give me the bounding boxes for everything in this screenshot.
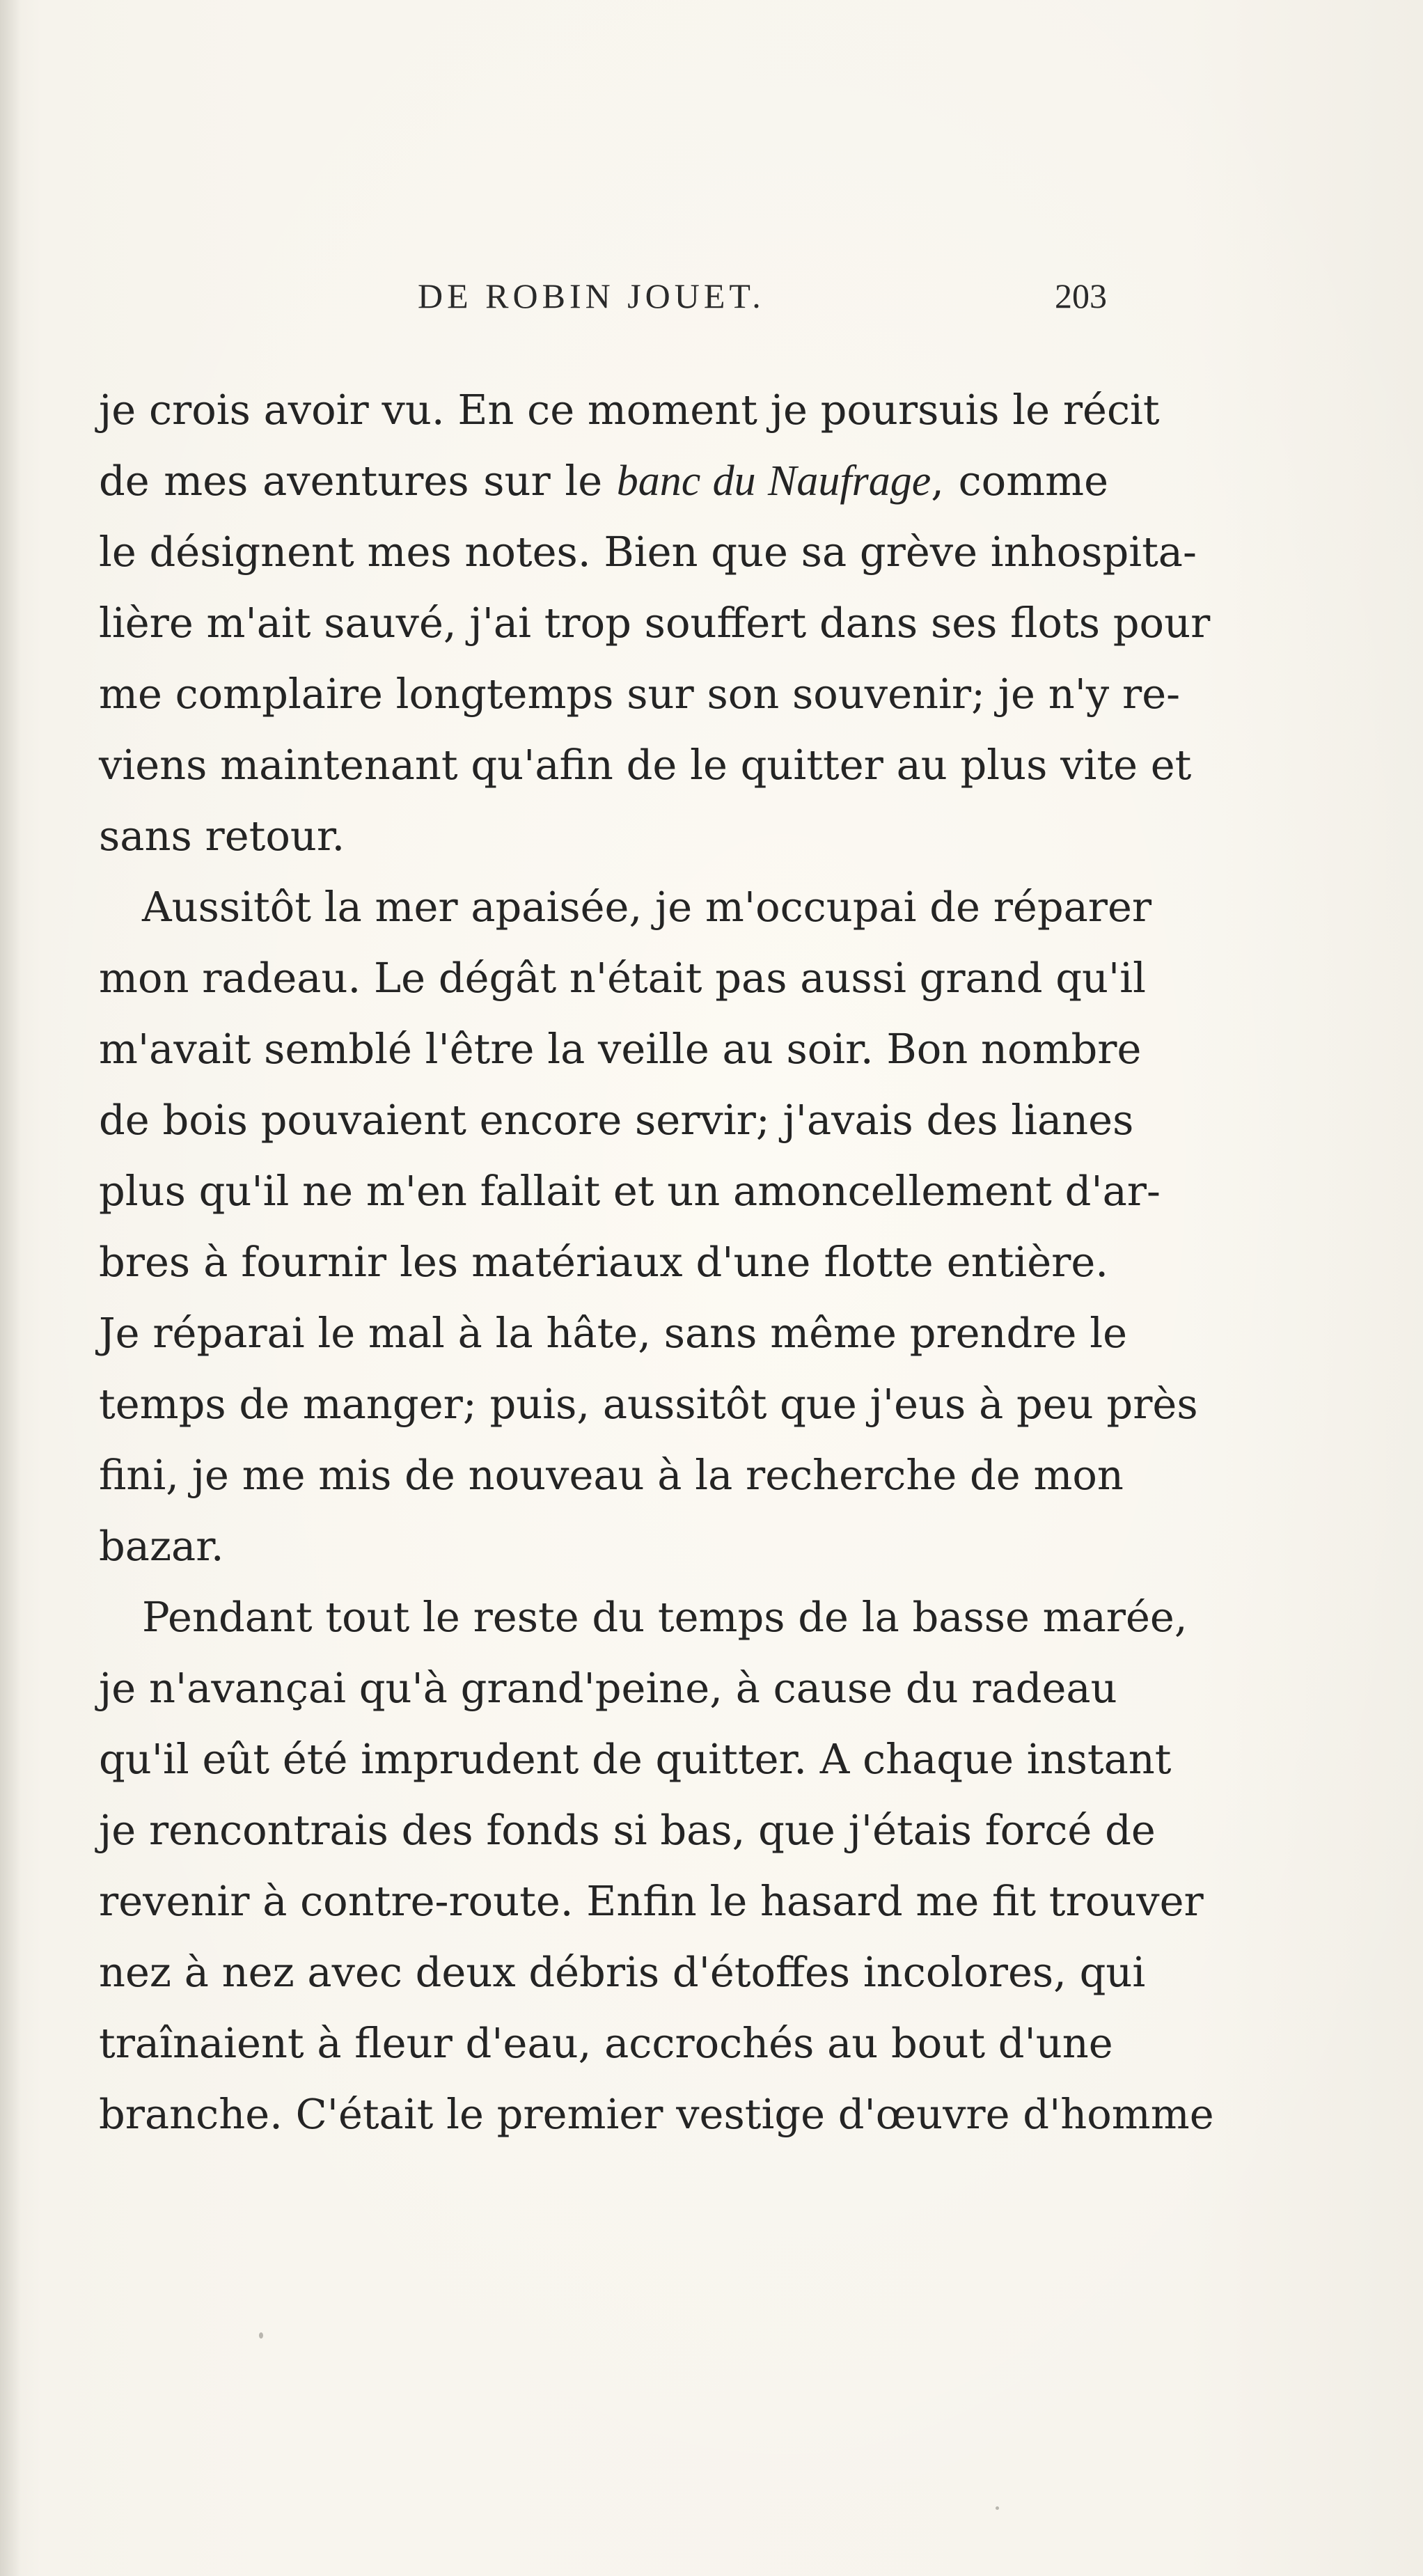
text-line: m'avait semblé l'être la veille au soir. Bon nombre xyxy=(99,1025,1142,1073)
text-line: bres à fournir les matériaux d'une flotte entière. xyxy=(99,1238,1108,1286)
text-line: lière m'ait sauvé, j'ai trop souffert dans ses flots pour xyxy=(99,599,1211,647)
running-title: DE ROBIN JOUET. xyxy=(418,276,765,315)
text-line: mon radeau. Le dégât n'était pas aussi grand qu'il xyxy=(99,954,1146,1002)
text-line: je rencontrais des fonds si bas, que j'étais forcé de xyxy=(99,1806,1156,1854)
text-line: qu'il eût été imprudent de quitter. A chaque instant xyxy=(99,1735,1172,1783)
text-line: je n'avançai qu'à grand'peine, à cause du radeau xyxy=(99,1664,1117,1712)
text-line: Pendant tout le reste du temps de la basse marée, xyxy=(142,1593,1188,1641)
text-line: de bois pouvaient encore servir; j'avais des lianes xyxy=(99,1096,1134,1144)
text-line: Aussitôt la mer apaisée, je m'occupai de réparer xyxy=(142,883,1152,931)
paper-speck xyxy=(259,2332,263,2339)
text-line: Je réparai le mal à la hâte, sans même prendre le xyxy=(99,1309,1127,1357)
text-segment: , comme xyxy=(931,457,1109,505)
running-head xyxy=(132,268,1107,324)
text-line xyxy=(99,446,1108,517)
text-line: fini, je me mis de nouveau à la recherche de mon xyxy=(99,1451,1124,1499)
paragraph xyxy=(99,375,1211,872)
text-line: plus qu'il ne m'en fallait et un amoncellement d'ar- xyxy=(99,1167,1161,1215)
text-line: traînaient à fleur d'eau, accrochés au bout d'une xyxy=(99,2019,1113,2067)
text-line: revenir à contre-route. Enfin le hasard me fit trouver xyxy=(99,1877,1204,1925)
text-line: le désignent mes notes. Bien que sa grève inhospita- xyxy=(99,528,1197,576)
paragraph xyxy=(99,872,1198,1582)
text-line: bazar. xyxy=(99,1522,224,1570)
text-segment: de mes aventures sur le xyxy=(99,457,617,505)
text-line: branche. C'était le premier vestige d'œuvre d'homme xyxy=(99,2090,1214,2138)
text-line: viens maintenant qu'afin de le quitter au plus vite et xyxy=(99,741,1192,789)
text-line: nez à nez avec deux débris d'étoffes incolores, qui xyxy=(99,1948,1146,1996)
text-line: sans retour. xyxy=(99,812,345,860)
text-line: temps de manger; puis, aussitôt que j'eus à peu près xyxy=(99,1380,1198,1428)
binding-shadow xyxy=(0,0,21,2576)
text-line: je crois avoir vu. En ce moment je poursuis le récit xyxy=(99,386,1160,434)
text-line: me complaire longtemps sur son souvenir; je n'y re- xyxy=(99,670,1181,718)
page-number: 203 xyxy=(1055,276,1107,315)
paper-speck xyxy=(996,2506,999,2510)
paragraph xyxy=(99,1582,1214,2150)
italic-title: banc du Naufrage xyxy=(616,457,931,505)
body-text xyxy=(99,375,1214,2150)
